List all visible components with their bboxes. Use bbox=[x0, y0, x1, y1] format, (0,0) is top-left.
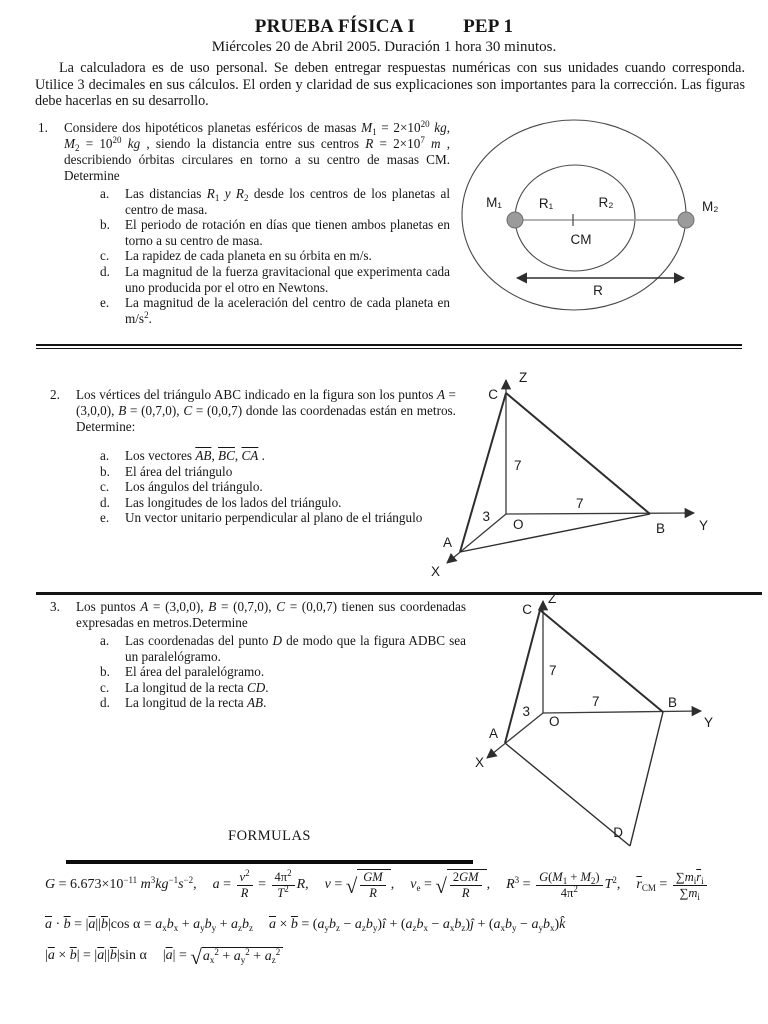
figure-triangle bbox=[420, 362, 720, 587]
problem-2-number: 2. bbox=[50, 387, 60, 402]
fig2-label-z: Z bbox=[519, 370, 528, 385]
problem-2-item-b bbox=[100, 464, 456, 480]
item-text: La magnitud de la aceleración del centro de cada planeta en $m/s^2$. bbox=[125, 295, 450, 326]
item-label: a. bbox=[100, 633, 110, 648]
item-label: b. bbox=[100, 217, 110, 233]
exam-instructions: La calculadora es de uso personal. Se deben entregar respuestas numéricas con sus unidades cuando corresponda. Utilice 3 decimales en sus cálculos. El orden y claridad de sus explicaciones son importantes para la corrección. Las figuras debe hacerlas en su desarrollo. bbox=[35, 60, 745, 109]
fig2-label-len-x: 3 bbox=[482, 509, 490, 524]
item-text: La magnitud de la fuerza gravitacional que experimenta cada uno producida por el otro en Newtons. bbox=[125, 263, 450, 295]
planet-m2 bbox=[678, 212, 694, 228]
fig1-label-cm: CM bbox=[570, 232, 592, 247]
problem-2-item-c bbox=[100, 479, 456, 495]
problem-3-item-a bbox=[100, 633, 466, 664]
item-label: c. bbox=[100, 679, 110, 695]
item-label: c. bbox=[100, 248, 110, 264]
fig3-label-a: A bbox=[488, 726, 498, 741]
problem-2-items bbox=[100, 448, 456, 526]
item-text: Los ángulos del triángulo. bbox=[125, 479, 263, 495]
problem-1-intro: Considere dos hipotéticos planetas esféricos de masas $M_1 = 2\times 10^{20}$ kg, $M_2 = 10^{20}$ kg , siendo la distancia entre sus centros $R = 2\times 10^7$ m , describiendo órbitas circulares en torno a su centro de masas CM. Determine bbox=[64, 119, 451, 183]
problem-3-item-b bbox=[100, 664, 466, 680]
item-text: Las distancias $R_1$ y $R_2$ desde los centros de los planetas al centro de masa. bbox=[125, 186, 451, 217]
formula-row-1: $G = 6.673\times 10^{-11}$ $m^3kg^{-1}s^{-2}$, a = $\frac{v^2}{R}$ = $\frac{4\pi^2}{T^2}$ R, v = √ $\frac{GM}{R}$ , $v_e$ = √ $\frac{2GM}{R}$ , $R^3$ = $\frac{G(M_1 + M_2)}{4\pi^2}$ $T^2$, $\overline{r}_{CM}$ = $\frac{\sum m_i\overline{r}_i}{\sum m_i}$ bbox=[45, 869, 760, 900]
edge-ca bbox=[460, 393, 506, 552]
planet-m1 bbox=[507, 212, 523, 228]
item-text: El área del paralelógramo. bbox=[125, 664, 265, 680]
axis-x bbox=[447, 514, 506, 563]
item-label: e. bbox=[100, 295, 110, 311]
problem-2-intro: Los vértices del triángulo ABC indicado en la figura son los puntos A = (3,0,0), B = (0,7,0), C = (0,0,7) donde las coordenadas están en metros. Determine: bbox=[76, 387, 456, 434]
fig2-label-o: O bbox=[513, 517, 524, 532]
problem-3-intro: Los puntos A = (3,0,0), B = (0,7,0), C = (0,0,7) tienen sus coordenadas expresadas en metros.Determine bbox=[76, 599, 466, 630]
problem-1-item-d bbox=[100, 264, 450, 295]
item-label: a. bbox=[100, 186, 110, 201]
item-label: b. bbox=[100, 664, 110, 680]
figure-parallelogram bbox=[420, 585, 720, 862]
fig2-label-c: C bbox=[488, 387, 498, 402]
fig2-label-a: A bbox=[442, 535, 452, 550]
section-divider-1 bbox=[36, 344, 742, 349]
edge-ca bbox=[505, 610, 540, 743]
item-text: El área del triángulo bbox=[125, 463, 233, 479]
edge-bd bbox=[630, 712, 663, 846]
item-text: Un vector unitario perpendicular al plano de el triángulo bbox=[125, 510, 423, 526]
fig3-label-len-x: 3 bbox=[522, 704, 530, 719]
item-label: e. bbox=[100, 510, 110, 526]
fig3-label-z: Z bbox=[548, 591, 557, 606]
problem-1-items bbox=[100, 186, 450, 326]
fig1-label-r: R bbox=[593, 283, 603, 298]
fig3-label-o: O bbox=[549, 714, 560, 729]
fig3-label-len-z: 7 bbox=[549, 663, 557, 678]
problem-3-number: 3. bbox=[50, 599, 60, 614]
exam-date-line: Miércoles 20 de Abril 2005. Duración 1 hora 30 minutos. bbox=[211, 39, 557, 55]
formula-row-2: $\overline{a} \cdot \overline{b} = |\overline{a}||\overline{b}|\cos$ $\alpha = a_xb_x + a_yb_y + a_zb_z$ $\overline{a} \times \overline{b} = (a_yb_z$ − $a_zb_y)î + (a_zb_x$ − $a_xb_z)ĵ + (a_xb_y$ − $a_yb_x)k̂$ bbox=[45, 917, 566, 933]
page-title bbox=[0, 16, 768, 38]
item-label: c. bbox=[100, 479, 110, 495]
fig2-label-len-z: 7 bbox=[514, 458, 522, 473]
fig3-label-x: X bbox=[474, 755, 484, 770]
problem-2-item-a bbox=[100, 448, 456, 464]
problem-3 bbox=[50, 599, 466, 711]
problem-2-item-d bbox=[100, 495, 456, 511]
problem-1-item-a bbox=[100, 186, 450, 217]
item-text: Las longitudes de los lados del triángulo. bbox=[125, 494, 342, 510]
fig3-label-y: Y bbox=[704, 715, 714, 730]
edge-cb bbox=[540, 610, 663, 712]
fig3-label-b: B bbox=[668, 695, 678, 710]
fig3-label-c: C bbox=[522, 602, 532, 617]
fig2-label-y: Y bbox=[699, 518, 709, 533]
edge-ad bbox=[505, 743, 630, 846]
orbit-outer bbox=[462, 120, 686, 310]
exam-title: PRUEBA FÍSICA I bbox=[254, 16, 416, 37]
fig1-label-r2: R₂ bbox=[598, 195, 614, 210]
item-label: a. bbox=[100, 448, 110, 463]
fig1-label-m1: M₁ bbox=[486, 195, 502, 210]
formulas-rule bbox=[66, 860, 473, 864]
item-text: La longitud de la recta AB. bbox=[125, 695, 267, 711]
fig3-label-len-y: 7 bbox=[592, 694, 600, 709]
problem-1-item-e bbox=[100, 295, 450, 326]
item-text: El periodo de rotación en días que tienen ambos planetas en torno a su centro de masa. bbox=[125, 217, 450, 248]
formulas-title: FORMULAS bbox=[228, 828, 311, 844]
item-label: d. bbox=[100, 263, 110, 279]
fig2-label-b: B bbox=[656, 521, 666, 536]
item-label: d. bbox=[100, 695, 110, 711]
figure-orbits bbox=[450, 103, 768, 318]
fig1-label-m2: M₂ bbox=[702, 199, 719, 214]
formula-row-3: $|\overline{a} \times \overline{b}| = |\overline{a}||\overline{b}|\sin$ α $|\overline{a}| = √a_x^2 + a_y^2 + a_z^2$ bbox=[45, 947, 760, 965]
problem-1-number: 1. bbox=[38, 120, 48, 135]
problem-3-item-c bbox=[100, 680, 466, 696]
item-label: d. bbox=[100, 494, 110, 510]
axis-y bbox=[506, 513, 694, 514]
problem-3-item-d bbox=[100, 695, 466, 711]
item-text: La longitud de la recta CD. bbox=[125, 679, 269, 695]
item-text: La rapidez de cada planeta en su órbita en m/s. bbox=[125, 248, 372, 264]
problem-1-item-b bbox=[100, 217, 450, 248]
fig2-label-x: X bbox=[430, 564, 440, 579]
problem-1 bbox=[38, 120, 450, 326]
fig2-label-len-y: 7 bbox=[576, 496, 584, 511]
fig1-label-r1: R₁ bbox=[538, 196, 554, 211]
problem-1-item-c bbox=[100, 248, 450, 264]
axis-y bbox=[543, 711, 701, 713]
exam-session: PEP 1 bbox=[463, 16, 514, 37]
item-text: Las coordenadas del punto D de modo que la figura ADBC sea un paralelógramo. bbox=[125, 633, 466, 664]
item-label: b. bbox=[100, 463, 110, 479]
fig3-label-d: D bbox=[613, 825, 623, 840]
problem-2-item-e bbox=[100, 510, 456, 526]
problem-3-items bbox=[100, 633, 466, 711]
orbit-inner bbox=[515, 165, 635, 271]
item-text: Los vectores $\overline{AB}$, $\overline{BC}$, $\overline{CA}$ . bbox=[125, 448, 265, 463]
problem-2 bbox=[50, 387, 456, 526]
